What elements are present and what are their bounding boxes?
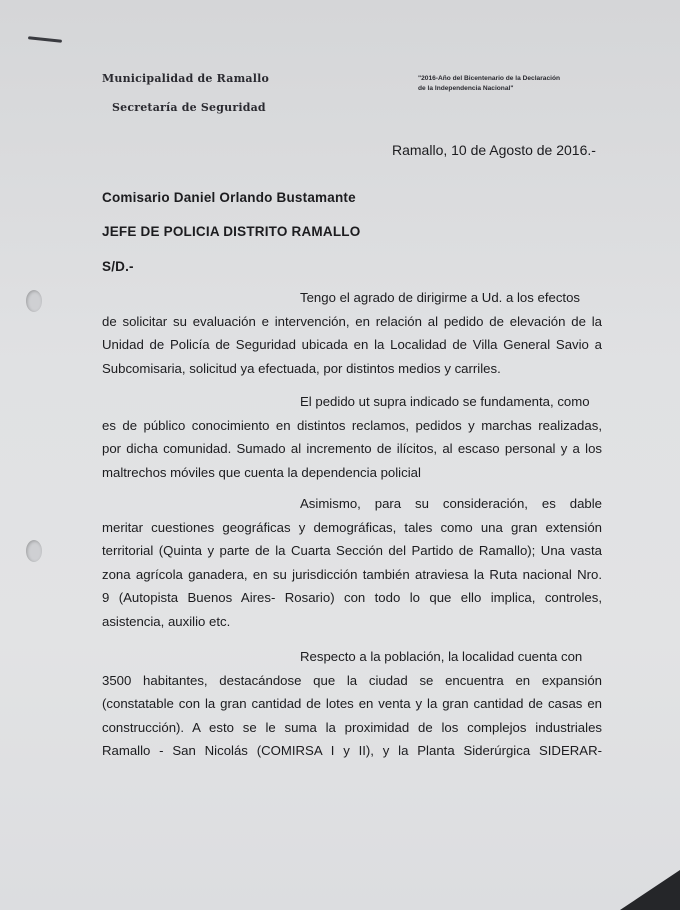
paragraph-line: Asimismo, para su consideración, es dable <box>300 496 602 511</box>
paragraph-line: Ramallo - San Nicolás (COMIRSA I y II), y la Planta Siderúrgica SIDERAR- <box>102 743 602 758</box>
salutation-sd: S/D.- <box>102 259 134 274</box>
addressee-title: JEFE DE POLICIA DISTRITO RAMALLO <box>102 224 361 239</box>
paragraph-line: de solicitar su evaluación e intervención, en relación al pedido de elevación de la <box>102 313 602 329</box>
paragraph-line: (constatable con la gran cantidad de lotes en venta y la gran cantidad de casas en <box>102 696 602 711</box>
paragraph-line: Subcomisaria, solicitud ya efectuada, por distintos medios y carriles. <box>102 360 501 376</box>
paragraph-line: Respecto a la población, la localidad cuenta con <box>300 649 583 664</box>
paragraph-line: zona agrícola ganadera, en su jurisdicción también atraviesa la Ruta nacional Nro. <box>102 566 602 582</box>
paragraph-line: construcción). A esto se le suma la proximidad de los complejos industriales <box>102 719 602 735</box>
letterhead-organization <box>102 72 269 114</box>
org-name: Municipalidad de Ramallo <box>102 72 270 85</box>
paragraph-line: 9 (Autopista Buenos Aires- Rosario) con todo lo que ello implica, controles, <box>102 590 602 605</box>
paragraph-line: asistencia, auxilio etc. <box>102 613 231 629</box>
background-corner <box>620 870 680 910</box>
motto-line-1: "2016-Año del Bicentenario de la Declaración <box>418 75 561 82</box>
paragraph-line: Unidad de Policía de Seguridad ubicada en la Localidad de Villa General Savio a <box>102 337 602 352</box>
org-department: Secretaría de Seguridad <box>112 101 266 114</box>
paragraph-3 <box>102 492 602 633</box>
paragraph-line: por dicha comunidad. Sumado al incremento de ilícitos, al escaso personal y a los <box>102 441 602 456</box>
paragraph-2 <box>102 390 602 484</box>
paragraph-line: es de público conocimiento en distintos reclamos, pedidos y marchas realizadas, <box>102 417 602 433</box>
pen-mark <box>28 36 62 43</box>
addressee-name: Comisario Daniel Orlando Bustamante <box>102 190 356 205</box>
paragraph-line: territorial (Quinta y parte de la Cuarta Sección del Partido de Ramallo); Una vasta <box>102 543 602 558</box>
paragraph-1 <box>102 286 602 380</box>
punch-hole-top <box>26 290 42 312</box>
punch-hole-bottom <box>26 540 42 562</box>
letterhead-motto <box>418 74 618 94</box>
paragraph-line: El pedido ut supra indicado se fundamenta, como <box>300 394 590 409</box>
letter-date: Ramallo, 10 de Agosto de 2016.- <box>392 142 596 158</box>
paragraph-line: 3500 habitantes, destacándose que la ciudad se encuentra en expansión <box>102 672 602 688</box>
motto-line-2: de la Independencia Nacional" <box>418 85 514 92</box>
paragraph-line: maltrechos móviles que cuenta la dependencia policial <box>102 464 421 480</box>
paragraph-line: Tengo el agrado de dirigirme a Ud. a los efectos <box>300 290 581 305</box>
paragraph-4 <box>102 645 602 763</box>
paragraph-line: meritar cuestiones geográficas y demográficas, tales como una gran extensión <box>102 519 602 535</box>
